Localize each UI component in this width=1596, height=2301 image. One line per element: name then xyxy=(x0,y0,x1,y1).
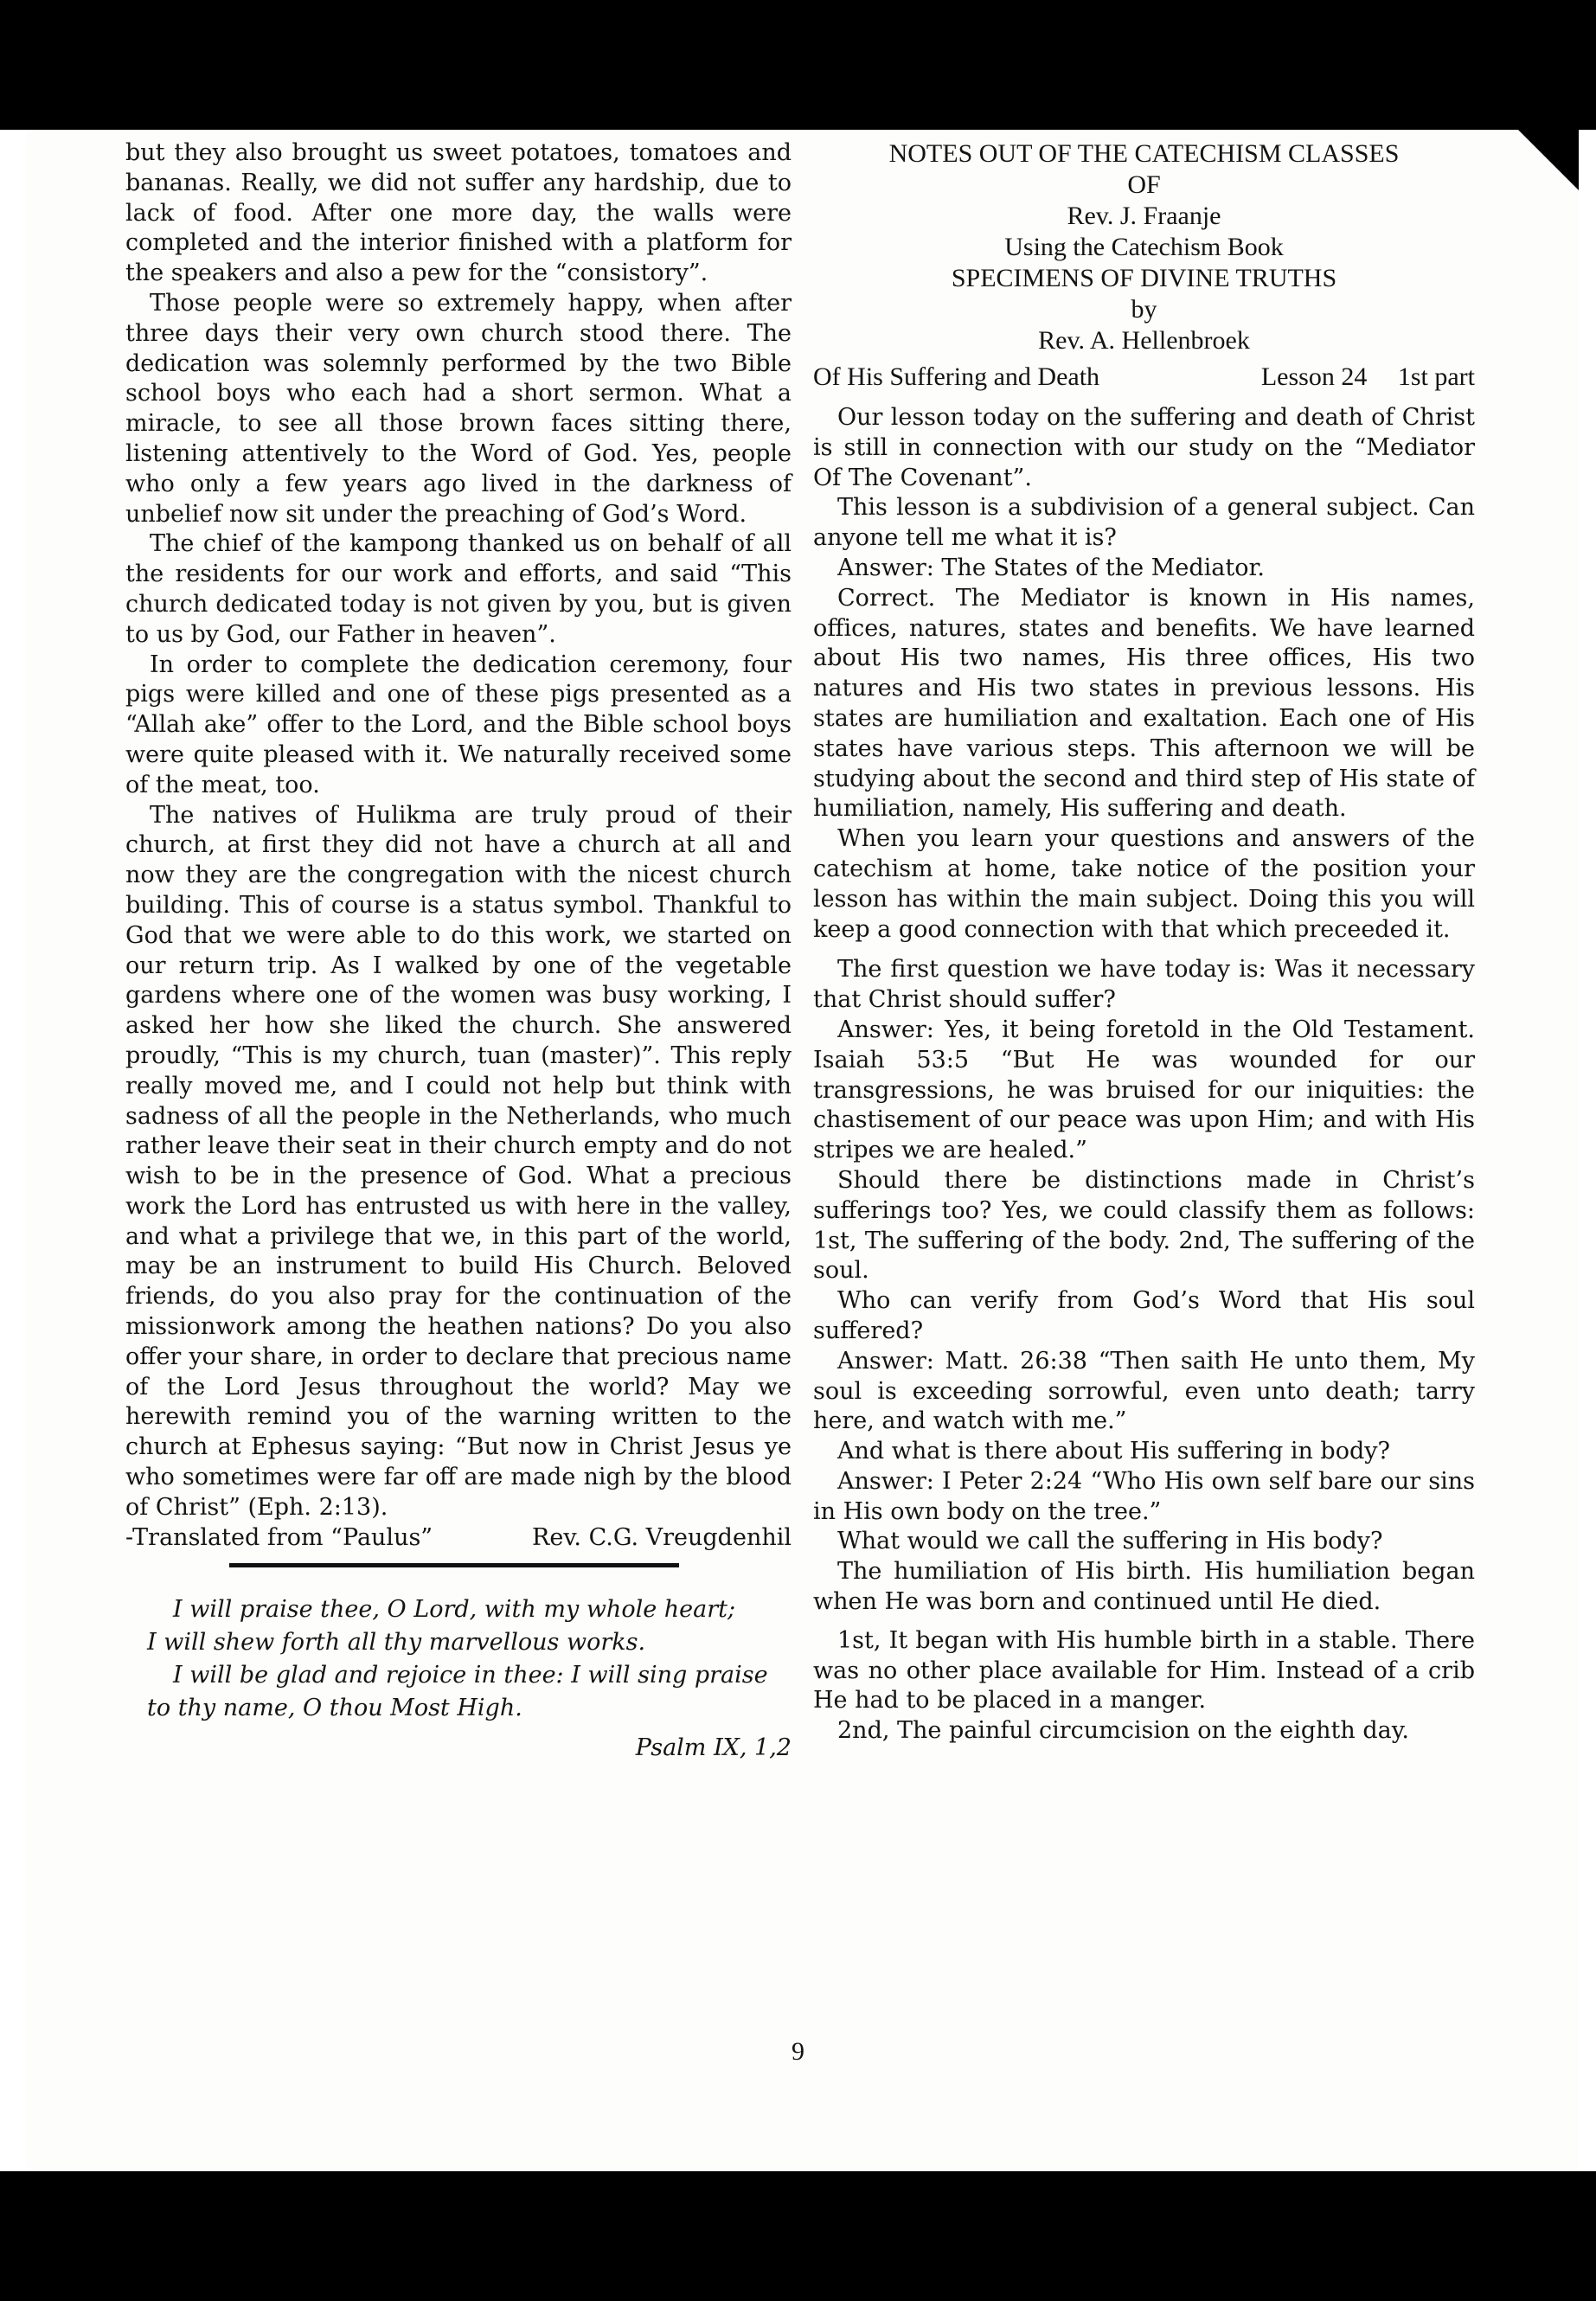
lesson-number: Lesson 24 xyxy=(1260,362,1368,391)
paragraph: Should there be distinctions made in Christ’s sufferings too? Yes, we could classify them as follows: 1st, The suffering of the body. 2nd, The suffering of the soul. xyxy=(813,1166,1475,1285)
psalm-line: I will shew forth all thy marvellous works. xyxy=(147,1629,646,1657)
author-name: Rev. C.G. Vreugdenhil xyxy=(532,1523,792,1551)
paragraph: And what is there about His suffering in body? xyxy=(837,1438,1390,1465)
heading-line: Rev. J. Fraanje xyxy=(1067,202,1221,230)
page-number: 9 xyxy=(792,2037,804,2066)
paragraph: Those people were so extremely happy, when after three days their very own church stood there. The dedication was solemnly performed by the two Bible school boys who each had a short sermon. What a miracle, to see all those brown faces sitting there, listening attentively to the Word of God. Yes, people who only a few years ago lived in the darkness of unbelief now sit under the preaching of God’s Word. xyxy=(125,289,792,528)
heading-line: by xyxy=(1131,295,1157,324)
paragraph: but they also brought us sweet potatoes, tomatoes and bananas. Really, we did not suffer any hardship, due to lack of food. After one more day, the walls were completed and the interior finished with a platform for the speakers and also a pew for the “consistory”. xyxy=(125,139,792,287)
paragraph: Answer: The States of the Mediator. xyxy=(837,554,1265,581)
psalm-line: I will be glad and rejoice in thee: I will sing praise xyxy=(173,1662,768,1689)
psalm-quote xyxy=(125,1593,792,1765)
paragraph: Answer: Matt. 26:38 “Then saith He unto them, My soul is exceeding sorrowful, even unto death; tarry here, and watch with me.” xyxy=(813,1347,1475,1435)
heading-line: OF xyxy=(1127,170,1161,199)
heading-line: Rev. A. Hellenbroek xyxy=(1038,326,1250,355)
paragraph: Answer: I Peter 2:24 “Who His own self bare our sins in His own body on the tree.” xyxy=(813,1467,1475,1525)
paragraph: The humiliation of His birth. His humiliation began when He was born and continued until He died. xyxy=(813,1558,1475,1616)
paragraph: In order to complete the dedication ceremony, four pigs were killed and one of these pigs presented as a “Allah ake” offer to the Lord, and the Bible school boys were quite pleased with it. We naturally received some of the meat, too. xyxy=(125,651,792,798)
paragraph: Our lesson today on the suffering and death of Christ is still in connection with our study on the “Mediator Of The Covenant”. xyxy=(813,404,1475,491)
paragraph: Correct. The Mediator is known in His names, offices, natures, states and benefits. We have learned about His two names, His three offices, His two natures and His two states in previous lessons. His states are humiliation and exaltation. Each one of His states have various steps. This afternoon we will be studying about the second and third step of His state of humiliation, namely, His suffering and death. xyxy=(813,584,1475,823)
psalm-line: I will praise thee, O Lord, with my whole heart; xyxy=(173,1596,736,1624)
paragraph: 1st, It began with His humble birth in a stable. There was no other place available for Him. Instead of a crib He had to be placed in a manger. xyxy=(813,1626,1475,1715)
signature-line xyxy=(125,1523,792,1554)
paragraph: What would we call the suffering in His body? xyxy=(837,1528,1383,1555)
lesson-part: 1st part xyxy=(1397,362,1475,391)
corner-fold xyxy=(1518,130,1579,190)
lesson-line xyxy=(813,360,1475,394)
paragraph: The first question we have today is: Was it necessary that Christ should suffer? xyxy=(813,956,1475,1014)
paragraph: This lesson is a subdivision of a general subject. Can anyone tell me what it is? xyxy=(813,494,1475,552)
right-column xyxy=(813,138,1475,1747)
paragraph: The natives of Hulikma are truly proud of their church, at first they did not have a church at all and now they are the congregation with the nicest church building. This of course is a status symbol. Thankful to God that we were able to do this work, we started on our return trip. As I walked by one of the vegetable gardens where one of the women was busy working, I asked her how she liked the church. She answered proudly, “This is my church, tuan (master)”. This reply really moved me, and I could not help but think with sadness of all the people in the Netherlands, who much rather leave their seat in their church empty and do not wish to be in the presence of God. What a precious work the Lord has entrusted us with here in the valley, and what a privilege that we, in this part of the world, may be an instrument to build His Church. Beloved friends, do you also pray for the continuation of the missionwork among the heathen nations? Do you also offer your share, in order to declare that precious name of the Lord Jesus throughout the world? May we herewith remind you of the warning written to the church at Ephesus saying: “But now in Christ Jesus ye who sometimes were far off are made nigh by the blood of Christ” (Eph. 2:13). xyxy=(125,801,792,1521)
divider-rule xyxy=(229,1563,679,1567)
translation-credit: -Translated from “Paulus” xyxy=(125,1523,433,1551)
paragraph: The chief of the kampong thanked us on behalf of all the residents for our work and efforts, and said “This church dedicated today is not given by you, but is given to us by God, our Father in heaven”. xyxy=(125,530,792,648)
psalm-citation: Psalm IX, 1,2 xyxy=(635,1734,792,1762)
heading-line: SPECIMENS OF DIVINE TRUTHS xyxy=(951,264,1337,292)
paragraph: When you learn your questions and answers of the catechism at home, take notice of the position your lesson has within the main subject. Doing this you will keep a good connection with that which preceeded it. xyxy=(813,825,1475,943)
psalm-line: to thy name, O thou Most High. xyxy=(147,1695,522,1722)
heading-line: NOTES OUT OF THE CATECHISM CLASSES xyxy=(888,139,1400,168)
paragraph: Answer: Yes, it being foretold in the Old Testament. Isaiah 53:5 “But He was wounded for our transgressions, he was bruised for our iniquities: the chastisement of our peace was upon Him; and with His stripes we are healed.” xyxy=(813,1016,1475,1164)
paragraph: Who can verify from God’s Word that His soul suffered? xyxy=(813,1287,1475,1344)
scan-border-bottom xyxy=(0,2171,1596,2301)
paragraph: 2nd, The painful circumcision on the eighth day. xyxy=(837,1717,1409,1745)
lesson-title: Of His Suffering and Death xyxy=(813,362,1100,391)
scan-border-top xyxy=(0,0,1596,130)
article-heading xyxy=(813,138,1475,356)
left-column xyxy=(125,138,792,1765)
heading-line: Using the Catechism Book xyxy=(1004,233,1284,261)
